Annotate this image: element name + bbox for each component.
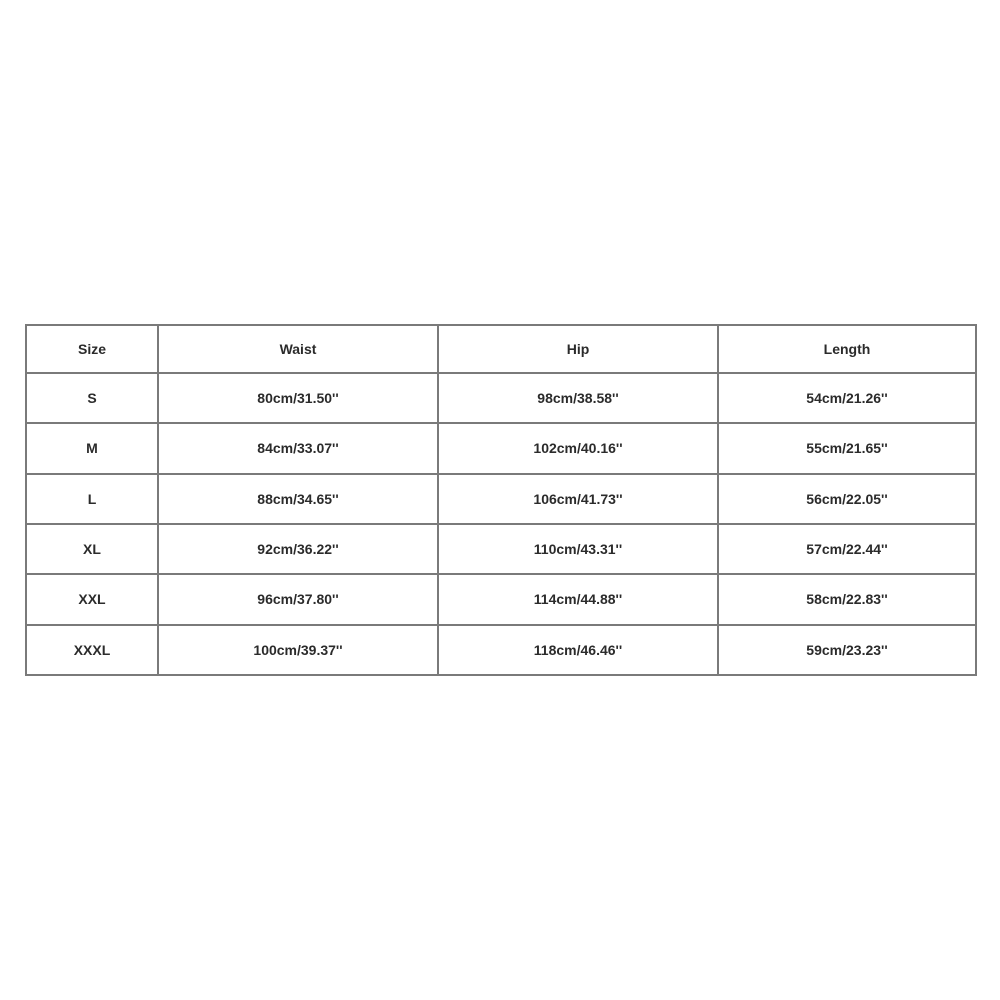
table-row: [26, 625, 976, 675]
cell-length: 59cm/23.23'': [718, 625, 976, 675]
cell-length: 55cm/21.65'': [718, 423, 976, 473]
header-size: Size: [26, 325, 158, 373]
table-header: [26, 325, 976, 373]
header-row: [26, 325, 976, 373]
cell-size: XL: [26, 524, 158, 574]
cell-length: 57cm/22.44'': [718, 524, 976, 574]
cell-length: 54cm/21.26'': [718, 373, 976, 423]
header-hip: Hip: [438, 325, 718, 373]
cell-waist: 96cm/37.80'': [158, 574, 438, 624]
cell-hip: 106cm/41.73'': [438, 474, 718, 524]
table-body: [26, 373, 976, 675]
cell-waist: 92cm/36.22'': [158, 524, 438, 574]
header-waist: Waist: [158, 325, 438, 373]
header-length: Length: [718, 325, 976, 373]
cell-waist: 84cm/33.07'': [158, 423, 438, 473]
cell-waist: 100cm/39.37'': [158, 625, 438, 675]
cell-hip: 98cm/38.58'': [438, 373, 718, 423]
cell-size: XXXL: [26, 625, 158, 675]
cell-hip: 102cm/40.16'': [438, 423, 718, 473]
cell-hip: 114cm/44.88'': [438, 574, 718, 624]
table-row: [26, 524, 976, 574]
cell-length: 56cm/22.05'': [718, 474, 976, 524]
cell-length: 58cm/22.83'': [718, 574, 976, 624]
cell-waist: 80cm/31.50'': [158, 373, 438, 423]
cell-size: M: [26, 423, 158, 473]
cell-size: XXL: [26, 574, 158, 624]
table-row: [26, 574, 976, 624]
table-row: [26, 474, 976, 524]
cell-size: L: [26, 474, 158, 524]
cell-size: S: [26, 373, 158, 423]
table-row: [26, 423, 976, 473]
cell-waist: 88cm/34.65'': [158, 474, 438, 524]
cell-hip: 118cm/46.46'': [438, 625, 718, 675]
table-row: [26, 373, 976, 423]
size-chart-table: [25, 324, 977, 676]
cell-hip: 110cm/43.31'': [438, 524, 718, 574]
